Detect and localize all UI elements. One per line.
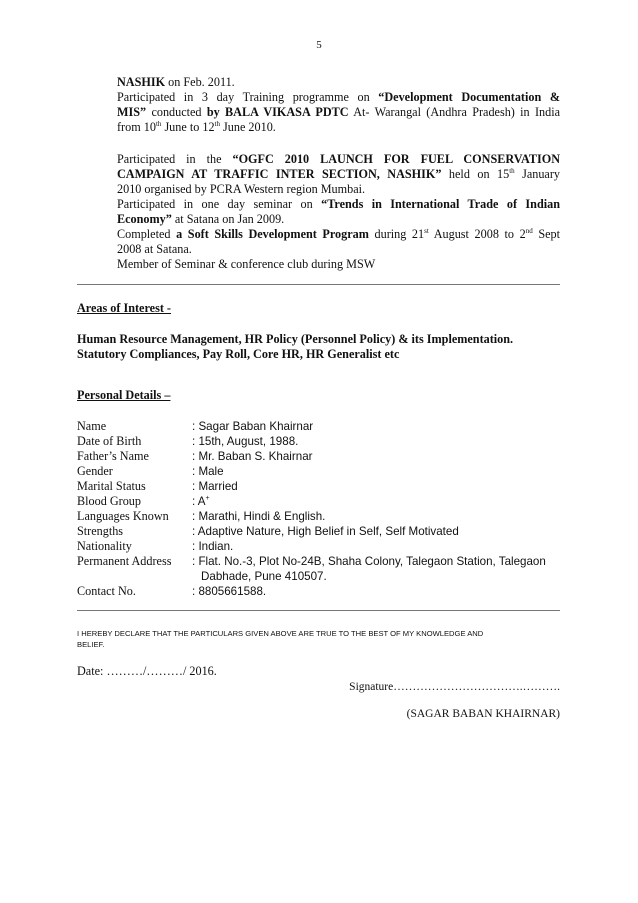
detail-value: : Indian.	[192, 540, 234, 553]
ordinal: th	[214, 119, 220, 128]
detail-value: : Flat. No.-3, Plot No-24B, Shaha Colony, Talegaon Station, Talegaon	[192, 555, 546, 568]
date-line: Date: ………/………/ 2016.	[77, 664, 217, 678]
interest-line: Statutory Compliances, Pay Roll, Core HR, HR Generalist etc	[77, 347, 400, 361]
text: June to 12	[161, 120, 215, 134]
text: June 2010.	[220, 120, 276, 134]
detail-value: : Mr. Baban S. Khairnar	[192, 450, 313, 463]
areas-of-interest	[77, 332, 560, 362]
detail-label: Father’s Name	[77, 449, 149, 463]
declaration-line: BELIEF.	[77, 640, 105, 649]
areas-of-interest-heading: Areas of Interest -	[77, 301, 171, 315]
detail-label: Date of Birth	[77, 434, 142, 448]
detail-value: Dabhade, Pune 410507.	[201, 570, 327, 583]
detail-value: : Adaptive Nature, High Belief in Self, Self Motivated	[192, 525, 459, 538]
ordinal: th	[509, 166, 515, 175]
text: Sept	[532, 227, 560, 241]
detail-value: : A	[192, 495, 206, 508]
ordinal: st	[424, 226, 429, 235]
detail-row-contact	[77, 584, 560, 599]
training-paragraph-3	[117, 197, 560, 227]
page-number: 5	[316, 39, 322, 51]
personal-details-table	[77, 419, 560, 599]
text: Member of Seminar & conference club during MSW	[117, 257, 376, 271]
text: 2008 at Satana.	[117, 242, 192, 256]
text: from 10	[117, 120, 156, 134]
text: at Satana on Jan 2009.	[171, 212, 285, 226]
program-title: “OGFC 2010 LAUNCH FOR FUEL CONSERVATION	[232, 152, 561, 166]
detail-label: Permanent Address	[77, 554, 172, 568]
date-text: on Feb. 2011.	[165, 75, 235, 89]
declaration	[77, 628, 560, 650]
detail-row-gender	[77, 464, 560, 479]
detail-value: : Sagar Baban Khairnar	[192, 420, 314, 433]
detail-label: Marital Status	[77, 479, 146, 493]
detail-label: Name	[77, 419, 107, 433]
text: Participated in one day seminar on	[117, 197, 322, 211]
program-title: MIS”	[117, 105, 147, 119]
detail-row-father	[77, 449, 560, 464]
divider	[77, 284, 560, 285]
detail-value: : Male	[192, 465, 224, 478]
detail-row-name	[77, 419, 560, 434]
text: during 21	[368, 227, 425, 241]
text: August 2008 to 2	[428, 227, 526, 241]
detail-row-nationality	[77, 539, 560, 554]
text: Participated in the	[117, 152, 233, 166]
seminar-title: “Trends in International Trade of Indian	[321, 197, 560, 211]
organizer: by BALA VIKASA PDTC	[206, 105, 349, 119]
ordinal: th	[155, 119, 162, 128]
detail-row-strengths	[77, 524, 560, 539]
text: held on 15	[441, 167, 510, 181]
divider	[77, 610, 560, 611]
program-title: CAMPAIGN AT TRAFFIC INTER SECTION, NASHIK”	[117, 167, 442, 181]
interest-line: Human Resource Management, HR Policy (Personnel Policy) & its Implementation.	[77, 332, 514, 346]
program-title: “Development Documentation &	[378, 90, 560, 104]
detail-label: Strengths	[77, 524, 124, 538]
training-paragraph-2	[117, 152, 560, 197]
detail-value: : Married	[192, 480, 238, 493]
spacer	[77, 569, 192, 584]
text: Completed	[117, 227, 177, 241]
text: Participated in 3 day Training programme on	[117, 90, 379, 104]
seminar-title: Economy”	[117, 212, 172, 226]
detail-value: : 8805661588.	[192, 585, 267, 598]
personal-details-heading: Personal Details –	[77, 388, 171, 402]
detail-row-address	[77, 554, 560, 569]
training-paragraph-5	[117, 257, 560, 272]
detail-label: Contact No.	[77, 584, 136, 598]
text: conducted	[146, 105, 207, 119]
signer-name: (SAGAR BABAN KHAIRNAR)	[406, 708, 560, 720]
detail-row-languages	[77, 509, 560, 524]
program-title: a Soft Skills Development Program	[176, 227, 369, 241]
detail-label: Gender	[77, 464, 113, 478]
detail-row-address-cont	[77, 569, 560, 584]
detail-row-marital	[77, 479, 560, 494]
text: January	[514, 167, 560, 181]
place-name: NASHIK	[117, 75, 166, 89]
text: 2010 organised by PCRA Western region Mumbai.	[117, 182, 366, 196]
training-paragraph-1	[117, 90, 560, 135]
rh-factor: +	[205, 495, 210, 503]
ordinal: nd	[525, 226, 533, 235]
detail-value: : Marathi, Hindi & English.	[192, 510, 326, 523]
signature-line: Signature…………………………….……….	[349, 681, 560, 693]
detail-label: Languages Known	[77, 509, 169, 523]
detail-value: : 15th, August, 1988.	[192, 435, 299, 448]
declaration-line: I HEREBY DECLARE THAT THE PARTICULARS GIVEN ABOVE ARE TRUE TO THE BEST OF MY KNOWLEDGE AND	[77, 629, 484, 638]
location: At- Warangal (Andhra Pradesh) in India	[348, 105, 561, 119]
detail-label: Blood Group	[77, 494, 141, 508]
training-continuation	[117, 75, 560, 90]
detail-row-dob	[77, 434, 560, 449]
detail-label: Nationality	[77, 539, 132, 553]
detail-row-blood	[77, 494, 560, 509]
training-paragraph-4	[117, 227, 560, 257]
